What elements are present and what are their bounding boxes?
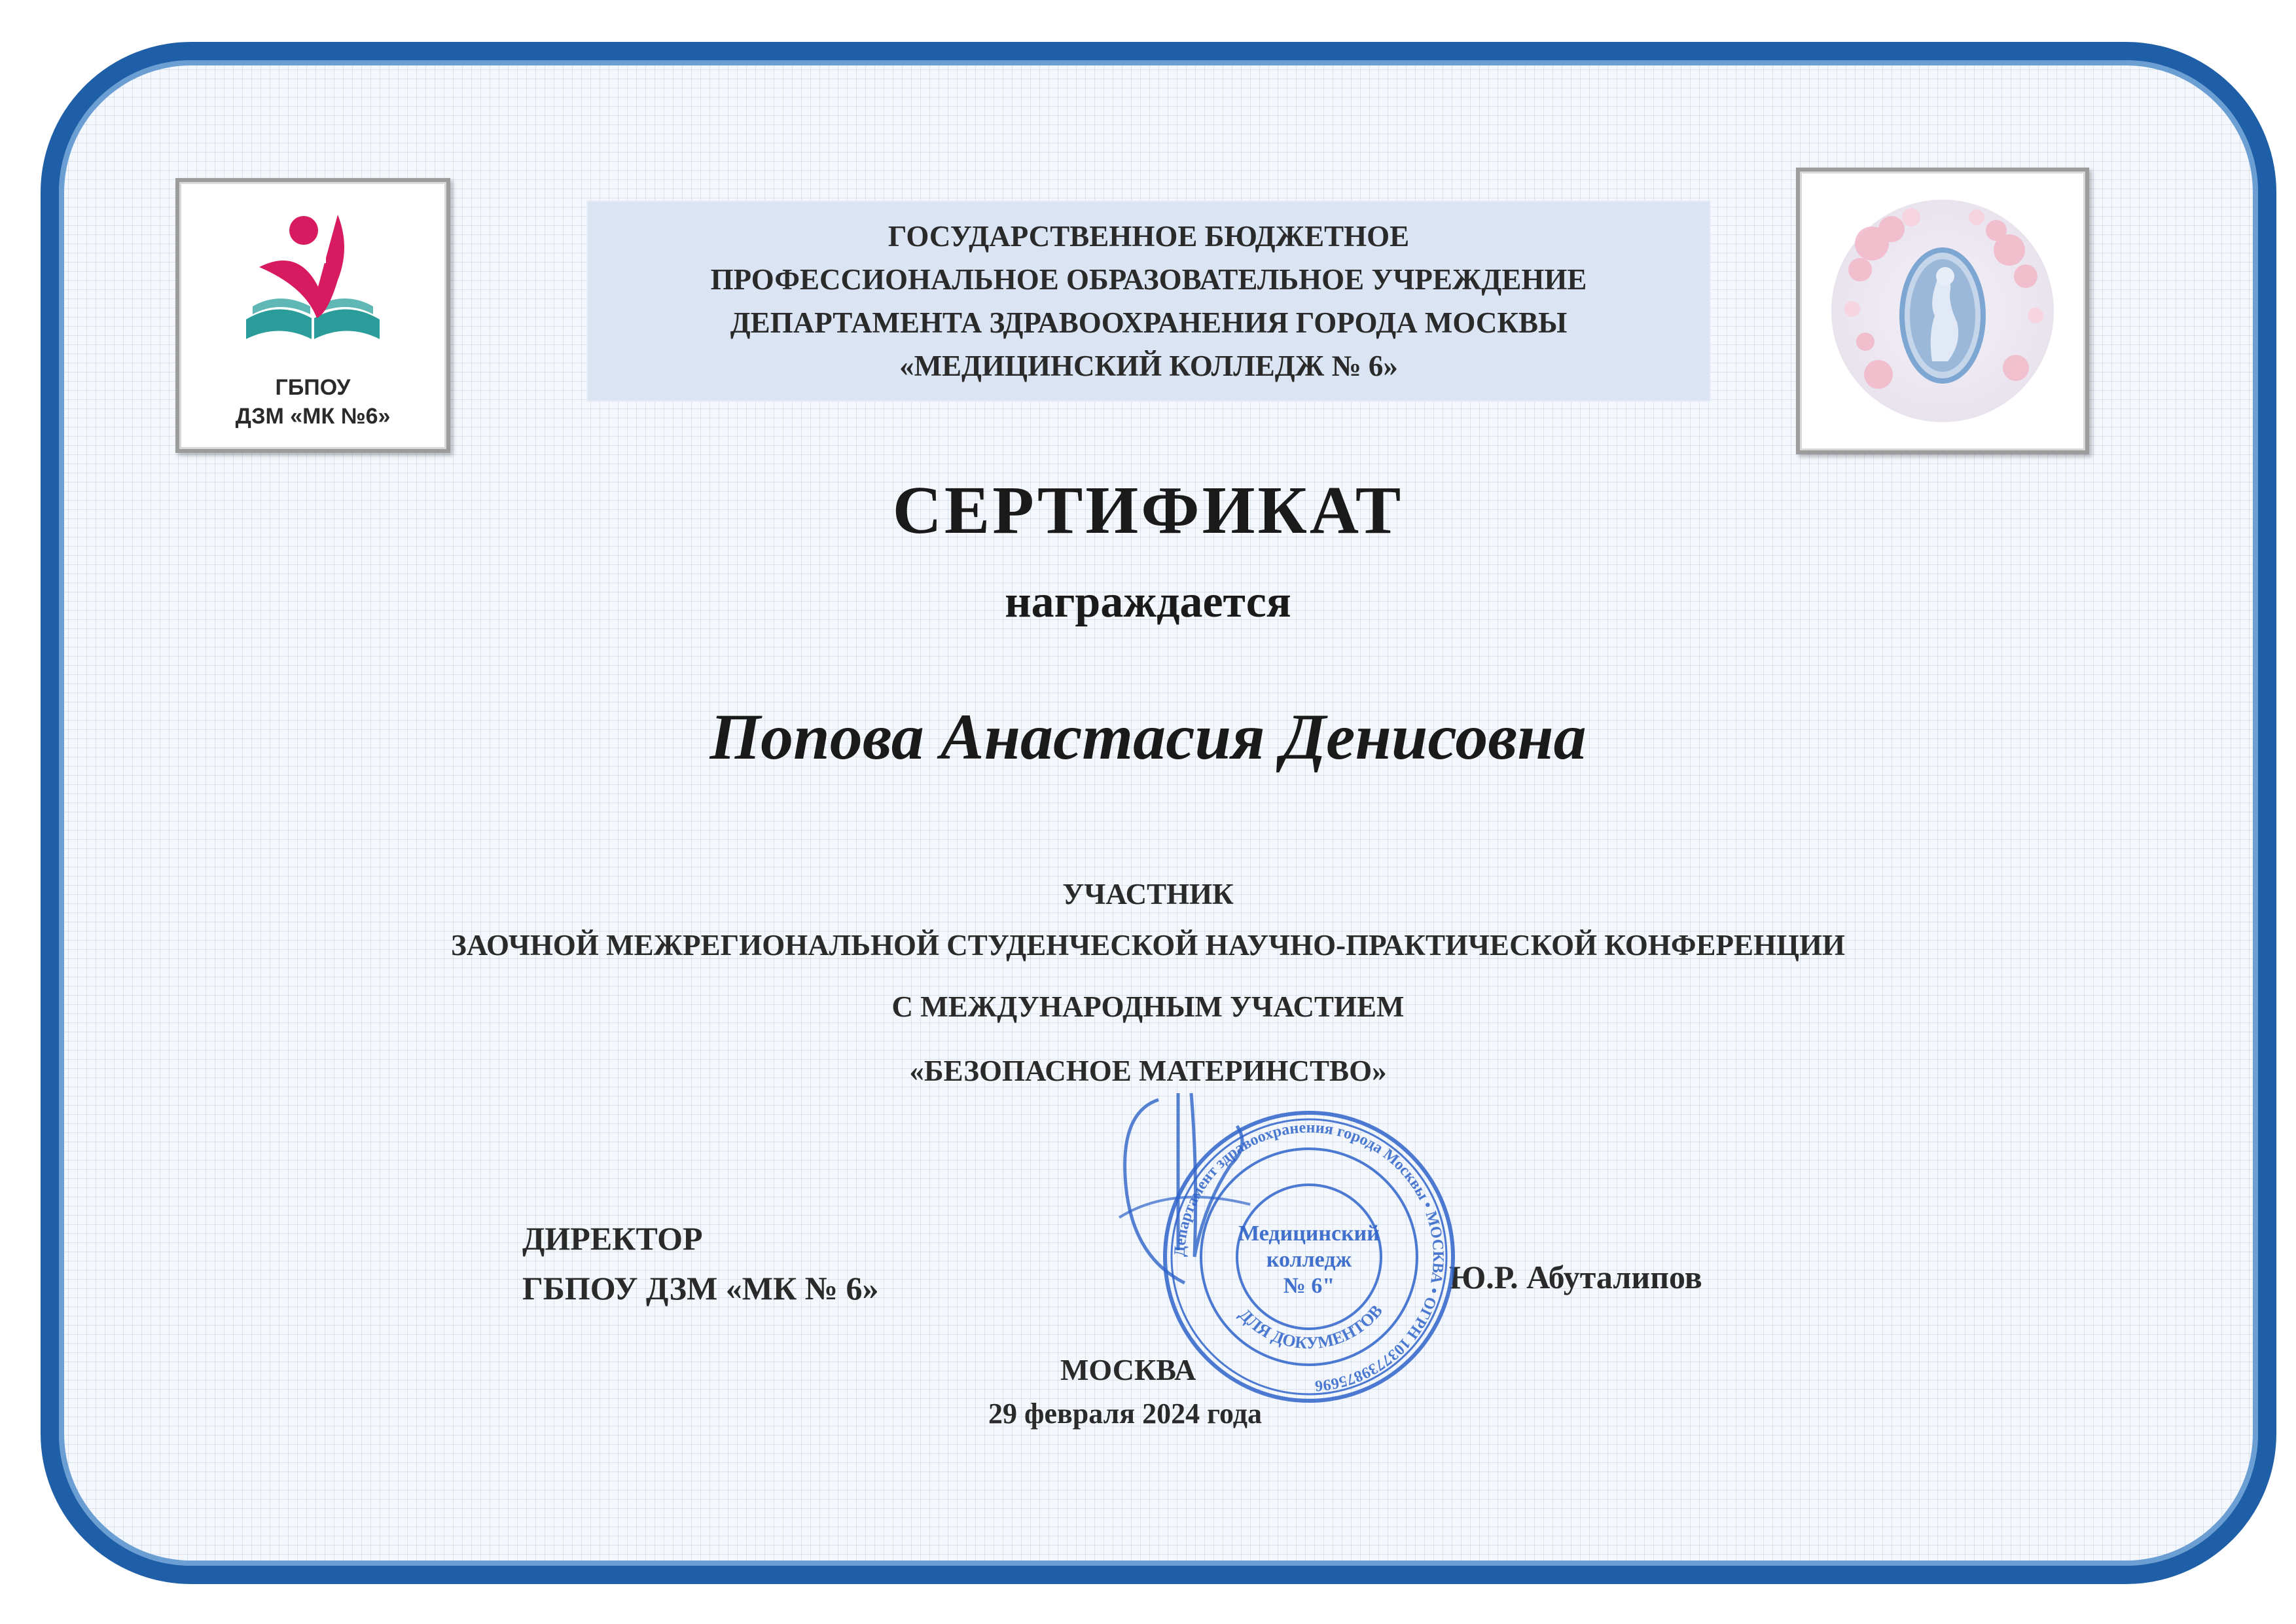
header-line-4: «МЕДИЦИНСКИЙ КОЛЛЕДЖ № 6» [899, 350, 1398, 382]
maternity-emblem-icon [1800, 171, 2085, 450]
stamp-inner-text: ДЛЯ ДОКУМЕНТОВ [1235, 1301, 1386, 1353]
college-logo [175, 178, 450, 453]
header-line-1: ГОСУДАРСТВЕННОЕ БЮДЖЕТНОЕ [888, 220, 1410, 253]
issue-date: 29 февраля 2024 года [988, 1398, 1262, 1430]
logo-caption-line1: ГБПОУ [275, 375, 351, 400]
certificate-title: СЕРТИФИКАТ [892, 473, 1404, 548]
stamp-center-line2: колледж [1266, 1248, 1352, 1272]
director-title-line2: ГБПОУ ДЗМ «МК № 6» [522, 1270, 879, 1307]
stamp-center-line1: Медицинский [1238, 1221, 1380, 1246]
participant-role: УЧАСТНИК [1062, 878, 1234, 911]
city-label: МОСКВА [1060, 1353, 1196, 1386]
conference-line-2: С МЕЖДУНАРОДНЫМ УЧАСТИЕМ [891, 990, 1405, 1023]
director-title-line1: ДИРЕКТОР [522, 1220, 703, 1257]
official-stamp [1158, 1106, 1460, 1407]
logo-caption-line2: ДЗМ «МК №6» [235, 404, 391, 429]
conference-line-1: ЗАОЧНОЙ МЕЖРЕГИОНАЛЬНОЙ СТУДЕНЧЕСКОЙ НАУЧНО-ПРАКТИЧЕСКОЙ КОНФЕРЕНЦИИ [450, 929, 1846, 962]
conference-emblem [1796, 168, 2089, 454]
awarded-label: награждается [1005, 577, 1291, 627]
conference-line-3: «БЕЗОПАСНОЕ МАТЕРИНСТВО» [909, 1055, 1387, 1087]
stamp-outer-text: Департамент здравоохранения города Москвы • МОСКВА • ОГРН 1037739875696 [1171, 1119, 1447, 1394]
header-line-2: ПРОФЕССИОНАЛЬНОЕ ОБРАЗОВАТЕЛЬНОЕ УЧРЕЖДЕНИЕ [710, 263, 1587, 296]
director-title [522, 1214, 878, 1313]
recipient-name: Попова Анастасия Денисовна [709, 700, 1587, 773]
director-name: Ю.Р. Абуталипов [1449, 1259, 1702, 1295]
college-emblem-icon [240, 208, 386, 365]
institution-header [588, 202, 1710, 401]
stamp-center-line3: № 6" [1283, 1274, 1335, 1298]
header-line-3: ДЕПАРТАМЕНТА ЗДРАВООХРАНЕНИЯ ГОРОДА МОСКВЫ [730, 306, 1568, 339]
